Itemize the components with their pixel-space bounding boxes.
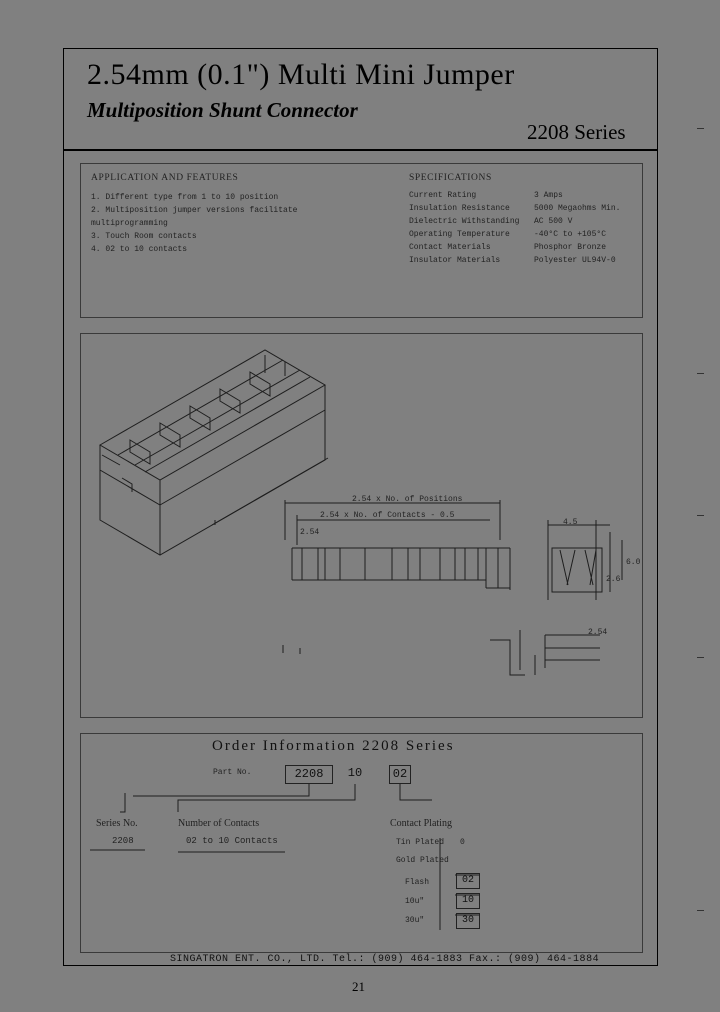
dimension-side: 4.5 [563, 518, 578, 527]
spec-label: Insulator Materials [409, 256, 501, 265]
code-plating: 02 [389, 765, 411, 784]
plating-row-label: Gold Plated [396, 856, 449, 865]
dimension-positions: 2.54 x No. of Positions [352, 495, 463, 504]
spec-value: AC 500 V [534, 217, 573, 226]
plating-row-code: 0 [460, 838, 465, 847]
spec-value: 5000 Megaohms Min. [534, 204, 621, 213]
plating-row-code: 10 [456, 893, 480, 909]
application-item: 3. Touch Room contacts [91, 232, 197, 241]
code-contacts: 10 [347, 766, 363, 780]
part-prefix: Part No. [213, 768, 252, 777]
spec-value: Phosphor Bronze [534, 243, 607, 252]
margin-mark [697, 657, 704, 658]
dimension-pitch: 2.54 [300, 528, 320, 537]
application-item: 2. Multiposition jumper versions facilitate [91, 206, 298, 215]
plating-heading: Contact Plating [390, 818, 452, 829]
spec-label: Insulation Resistance [409, 204, 510, 213]
page-title: 2.54mm (0.1") Multi Mini Jumper [87, 58, 515, 91]
contacts-heading: Number of Contacts [178, 818, 260, 829]
dimension-lower: 2.54 [588, 628, 608, 637]
applications-heading: APPLICATION AND FEATURES [91, 173, 239, 183]
code-series: 2208 [285, 765, 333, 784]
order-title: Order Information 2208 Series [212, 738, 455, 754]
spec-label: Contact Materials [409, 243, 491, 252]
spec-value: 3 Amps [534, 191, 563, 200]
plating-row-code: 30 [456, 913, 480, 929]
series-label: 2208 Series [527, 120, 626, 144]
application-item: 4. 02 to 10 contacts [91, 245, 188, 254]
spec-value: Polyester UL94V-0 [534, 256, 616, 265]
plating-row-label: Tin Plated [396, 838, 445, 847]
contacts-value: 02 to 10 Contacts [186, 836, 278, 846]
dimension-side3: 6.0 [626, 558, 641, 567]
dimension-contacts: 2.54 x No. of Contacts - 0.5 [320, 511, 455, 520]
spec-label: Current Rating [409, 191, 477, 200]
spec-value: -40°C to +105°C [534, 230, 607, 239]
application-item: 1. Different type from 1 to 10 position [91, 193, 279, 202]
page-number: 21 [352, 979, 365, 994]
dimension-side2: 2.6 [606, 575, 621, 584]
plating-row-label: Flash [405, 878, 430, 887]
plating-row-label: 10u" [405, 897, 425, 906]
spec-label: Operating Temperature [409, 230, 510, 239]
page-subtitle: Multiposition Shunt Connector [87, 98, 358, 122]
series-no-heading: Series No. [96, 818, 138, 829]
series-no-value: 2208 [112, 836, 134, 846]
margin-mark [697, 515, 704, 516]
spec-label: Dielectric Withstanding [409, 217, 520, 226]
plating-row-code: 02 [456, 873, 480, 889]
plating-row-label: 30u" [405, 916, 425, 925]
margin-mark [697, 373, 704, 374]
company-footer: SINGATRON ENT. CO., LTD. Tel.: (909) 464-1883 Fax.: (909) 464-1884 [170, 954, 600, 965]
specifications-heading: SPECIFICATIONS [409, 173, 492, 183]
margin-mark [697, 910, 704, 911]
margin-mark [697, 128, 704, 129]
application-item: multiprogramming [91, 219, 168, 228]
